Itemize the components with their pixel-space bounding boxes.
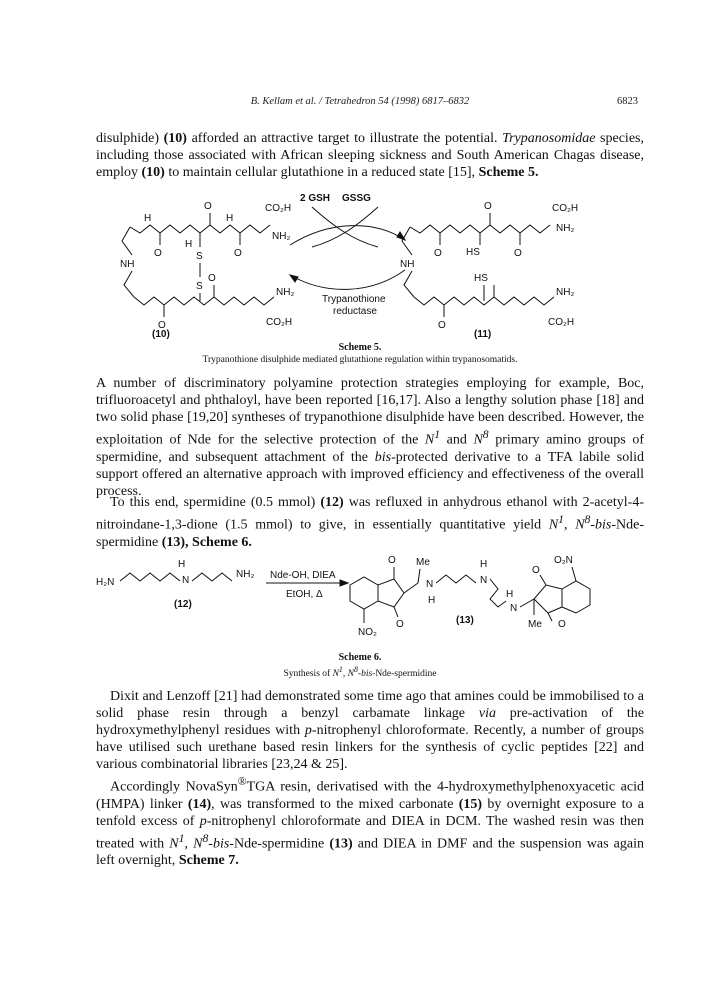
scheme-ref: Scheme 6. bbox=[192, 534, 252, 550]
atom-o: O bbox=[208, 273, 216, 284]
co2h-group: CO₂H bbox=[265, 203, 292, 214]
text: N bbox=[424, 432, 435, 448]
co2h-group: CO₂H bbox=[552, 203, 579, 214]
compound-ref: (13), bbox=[161, 534, 189, 550]
compound-label-12: (12) bbox=[174, 599, 192, 610]
text: -bis bbox=[357, 669, 373, 680]
text: -bis bbox=[208, 836, 230, 852]
paragraph-intro bbox=[96, 130, 644, 181]
caption-text: Trypanothione disulphide mediated glutathione regulation within trypanosomatids. bbox=[202, 355, 518, 365]
text: p bbox=[199, 813, 207, 829]
atom-o: O bbox=[154, 248, 162, 259]
scheme-6-caption bbox=[0, 652, 720, 680]
compound-label-13: (13) bbox=[456, 615, 474, 626]
nh-group: NH bbox=[120, 259, 135, 270]
superscript: 8 bbox=[584, 513, 591, 526]
atom-h: H bbox=[144, 213, 152, 224]
atom-h: H bbox=[226, 213, 234, 224]
structure-11 bbox=[400, 201, 578, 340]
enzyme-label-1: Trypanothione bbox=[322, 294, 386, 305]
co2h-group: CO₂H bbox=[548, 317, 575, 328]
superscript: 1 bbox=[558, 513, 564, 526]
atom-o: O bbox=[514, 248, 522, 259]
nde-spermidine-13 bbox=[350, 555, 590, 638]
running-header: B. Kellam et al. / Tetrahedron 54 (1998) 6817–6832 bbox=[250, 96, 470, 107]
atom-n: N bbox=[480, 575, 488, 586]
scheme-5-diagram bbox=[0, 185, 720, 340]
text: by overnight exposure to a tenfold excess of bbox=[96, 796, 645, 829]
reduction-arrow bbox=[290, 226, 405, 245]
superscript: 1 bbox=[434, 428, 441, 441]
compound-ref: (15) bbox=[458, 796, 483, 812]
atom-h: H bbox=[506, 589, 514, 600]
text: -Nde-spermidine bbox=[229, 836, 330, 852]
enzyme-label-2: reductase bbox=[333, 306, 377, 317]
spermidine-12 bbox=[96, 559, 254, 610]
text: TGA resin, derivatised with the 4-hydroxymethylphenoxyacetic acid (HMPA) linker bbox=[96, 779, 644, 812]
text: N bbox=[473, 432, 483, 448]
atom-o: O bbox=[234, 248, 242, 259]
compound-ref: (12) bbox=[320, 495, 344, 510]
superscript: 1 bbox=[178, 831, 185, 845]
scheme-ref: Scheme 5. bbox=[478, 165, 539, 180]
atom-n: N bbox=[182, 575, 190, 586]
methyl-group: Me bbox=[416, 557, 430, 568]
atom-h: H bbox=[178, 559, 186, 570]
caption-title: Scheme 6. bbox=[338, 652, 382, 663]
text: , was transformed to the mixed carbonate bbox=[211, 796, 459, 812]
text: pre-activation of the hydroxymethylphenyl residues with bbox=[96, 706, 644, 738]
text: N bbox=[193, 836, 203, 852]
text: N bbox=[332, 669, 339, 680]
reagent-label: EtOH, Δ bbox=[286, 589, 323, 600]
nh2-group: NH₂ bbox=[556, 223, 575, 234]
nh2-group: NH₂ bbox=[556, 287, 575, 298]
caption-title: Scheme 5. bbox=[338, 342, 382, 353]
arrowhead bbox=[290, 275, 298, 282]
text: N bbox=[548, 517, 559, 533]
text: to maintain cellular glutathione in a reduced state [15], bbox=[164, 165, 479, 180]
nitro-group: NO₂ bbox=[358, 627, 377, 638]
atom-h: H bbox=[185, 239, 193, 250]
superscript: 8 bbox=[353, 665, 358, 674]
thiol-group: HS bbox=[466, 247, 480, 258]
atom-o: O bbox=[204, 201, 212, 212]
text: and bbox=[440, 432, 474, 448]
text: bis bbox=[374, 449, 392, 465]
text: -protected derivative to a TFA labile solid support offered an alternative approach with improved efficiency and effectiveness of the overall process. bbox=[96, 449, 644, 499]
registered-mark: ® bbox=[237, 775, 247, 788]
atom-o: O bbox=[532, 565, 540, 576]
atom-n: N bbox=[510, 603, 518, 614]
nh2-group: NH₂ bbox=[272, 231, 291, 242]
scheme-ref: Scheme 7. bbox=[178, 853, 239, 869]
text: and DIEA in DMF and the suspension was again left overnight, bbox=[96, 836, 645, 869]
compound-ref: (10) bbox=[163, 131, 187, 146]
text: -nitrophenyl chloroformate. Recently, a number of groups have utilised such urethane based resin linkers for the synthesis of cyclic peptides [22] and various combinatorial libraries [23,24 & 25]. bbox=[96, 723, 644, 772]
text: was refluxed in anhydrous ethanol with 2-acetyl-4-nitroindane-1,3-dione (1.5 mmol) to give, in essentially quantitative yield bbox=[96, 495, 645, 533]
text: Dixit and Lenzoff [21] had demonstrated some time ago that amines could be immobilised to a solid phase resin through a benzyl carbamate linkage bbox=[96, 689, 644, 721]
structure-10 bbox=[120, 201, 294, 340]
text: species, including those associated with African sleeping sickness and South American Chagas disease, employ bbox=[96, 131, 644, 180]
reagent-label: Nde-OH, DIEA bbox=[270, 570, 336, 581]
atom-h: H bbox=[480, 559, 488, 570]
paragraph-dixit bbox=[96, 688, 644, 773]
atom-o: O bbox=[438, 320, 446, 331]
amine-group: NH₂ bbox=[236, 569, 255, 580]
compound-ref: (10) bbox=[141, 165, 165, 180]
atom-n: N bbox=[426, 579, 434, 590]
scheme-5-caption bbox=[0, 342, 720, 366]
text: via bbox=[478, 706, 496, 721]
thiol-group: HS bbox=[474, 273, 488, 284]
paragraph-novasyn bbox=[96, 773, 644, 869]
nh2-group: NH₂ bbox=[276, 287, 295, 298]
methyl-group: Me bbox=[528, 619, 542, 630]
scheme-6-diagram bbox=[0, 545, 720, 645]
atom-s: S bbox=[196, 251, 203, 262]
gssg-curve bbox=[312, 207, 378, 247]
text: N bbox=[347, 669, 354, 680]
text: Synthesis of bbox=[283, 669, 333, 680]
text: afforded an attractive target to illustrate the potential. bbox=[186, 131, 503, 146]
compound-label-11: (11) bbox=[474, 329, 492, 340]
paragraph-protection bbox=[96, 375, 644, 500]
atom-o: O bbox=[396, 619, 404, 630]
co2h-group: CO₂H bbox=[266, 317, 293, 328]
text: -bis bbox=[590, 517, 612, 533]
taxon-name: Trypanosomidae bbox=[502, 131, 596, 146]
text: , bbox=[342, 669, 348, 680]
text: N bbox=[169, 836, 179, 852]
caption-text bbox=[0, 664, 720, 680]
text: A number of discriminatory polyamine protection strategies employing for example, Boc, trifluoroacetyl and phthaloyl, have been reported [16,17]. Also a lengthy solution phase [18] and two solid phase [19,20] syntheses of trypanothione disulphide have been described. However, the exploitation of Nde for the selective protection of the bbox=[96, 376, 644, 448]
text: -Nde-spermidine bbox=[96, 517, 645, 550]
text: -nitrophenyl chloroformate and DIEA in DCM. The washed resin was then treated with bbox=[96, 813, 644, 852]
amine-group: H₂N bbox=[96, 577, 115, 588]
text: Accordingly NovaSyn bbox=[110, 779, 238, 795]
atom-h: H bbox=[428, 595, 436, 606]
oxidation-arrow bbox=[290, 270, 405, 289]
atom-o: O bbox=[558, 619, 566, 630]
nitro-group: O₂N bbox=[554, 555, 573, 566]
text: , bbox=[184, 836, 194, 852]
text: N bbox=[575, 517, 585, 533]
text: primary amino groups of spermidine, and subsequent attachment of the bbox=[96, 432, 644, 465]
atom-o: O bbox=[158, 320, 166, 331]
page-number: 6823 bbox=[617, 96, 638, 107]
text: p bbox=[304, 723, 312, 738]
arrowhead bbox=[340, 580, 348, 586]
gssg-label: GSSG bbox=[342, 193, 371, 204]
compound-ref: (13) bbox=[329, 836, 353, 852]
atom-s: S bbox=[196, 281, 203, 292]
atom-o: O bbox=[434, 248, 442, 259]
gsh-curve bbox=[312, 207, 378, 247]
gsh-label: 2 GSH bbox=[300, 193, 331, 204]
compound-label-10: (10) bbox=[152, 329, 170, 340]
superscript: 8 bbox=[482, 428, 489, 441]
text: -Nde-spermidine bbox=[372, 669, 437, 680]
superscript: 1 bbox=[338, 665, 343, 674]
paragraph-spermidine bbox=[96, 494, 644, 551]
text: disulphide) bbox=[96, 131, 164, 146]
text: , bbox=[564, 517, 576, 533]
text: To this end, spermidine (0.5 mmol) bbox=[110, 495, 321, 510]
atom-o: O bbox=[388, 555, 396, 566]
nh-group: NH bbox=[400, 259, 415, 270]
atom-o: O bbox=[484, 201, 492, 212]
superscript: 8 bbox=[202, 831, 209, 845]
compound-ref: (14) bbox=[187, 796, 212, 812]
